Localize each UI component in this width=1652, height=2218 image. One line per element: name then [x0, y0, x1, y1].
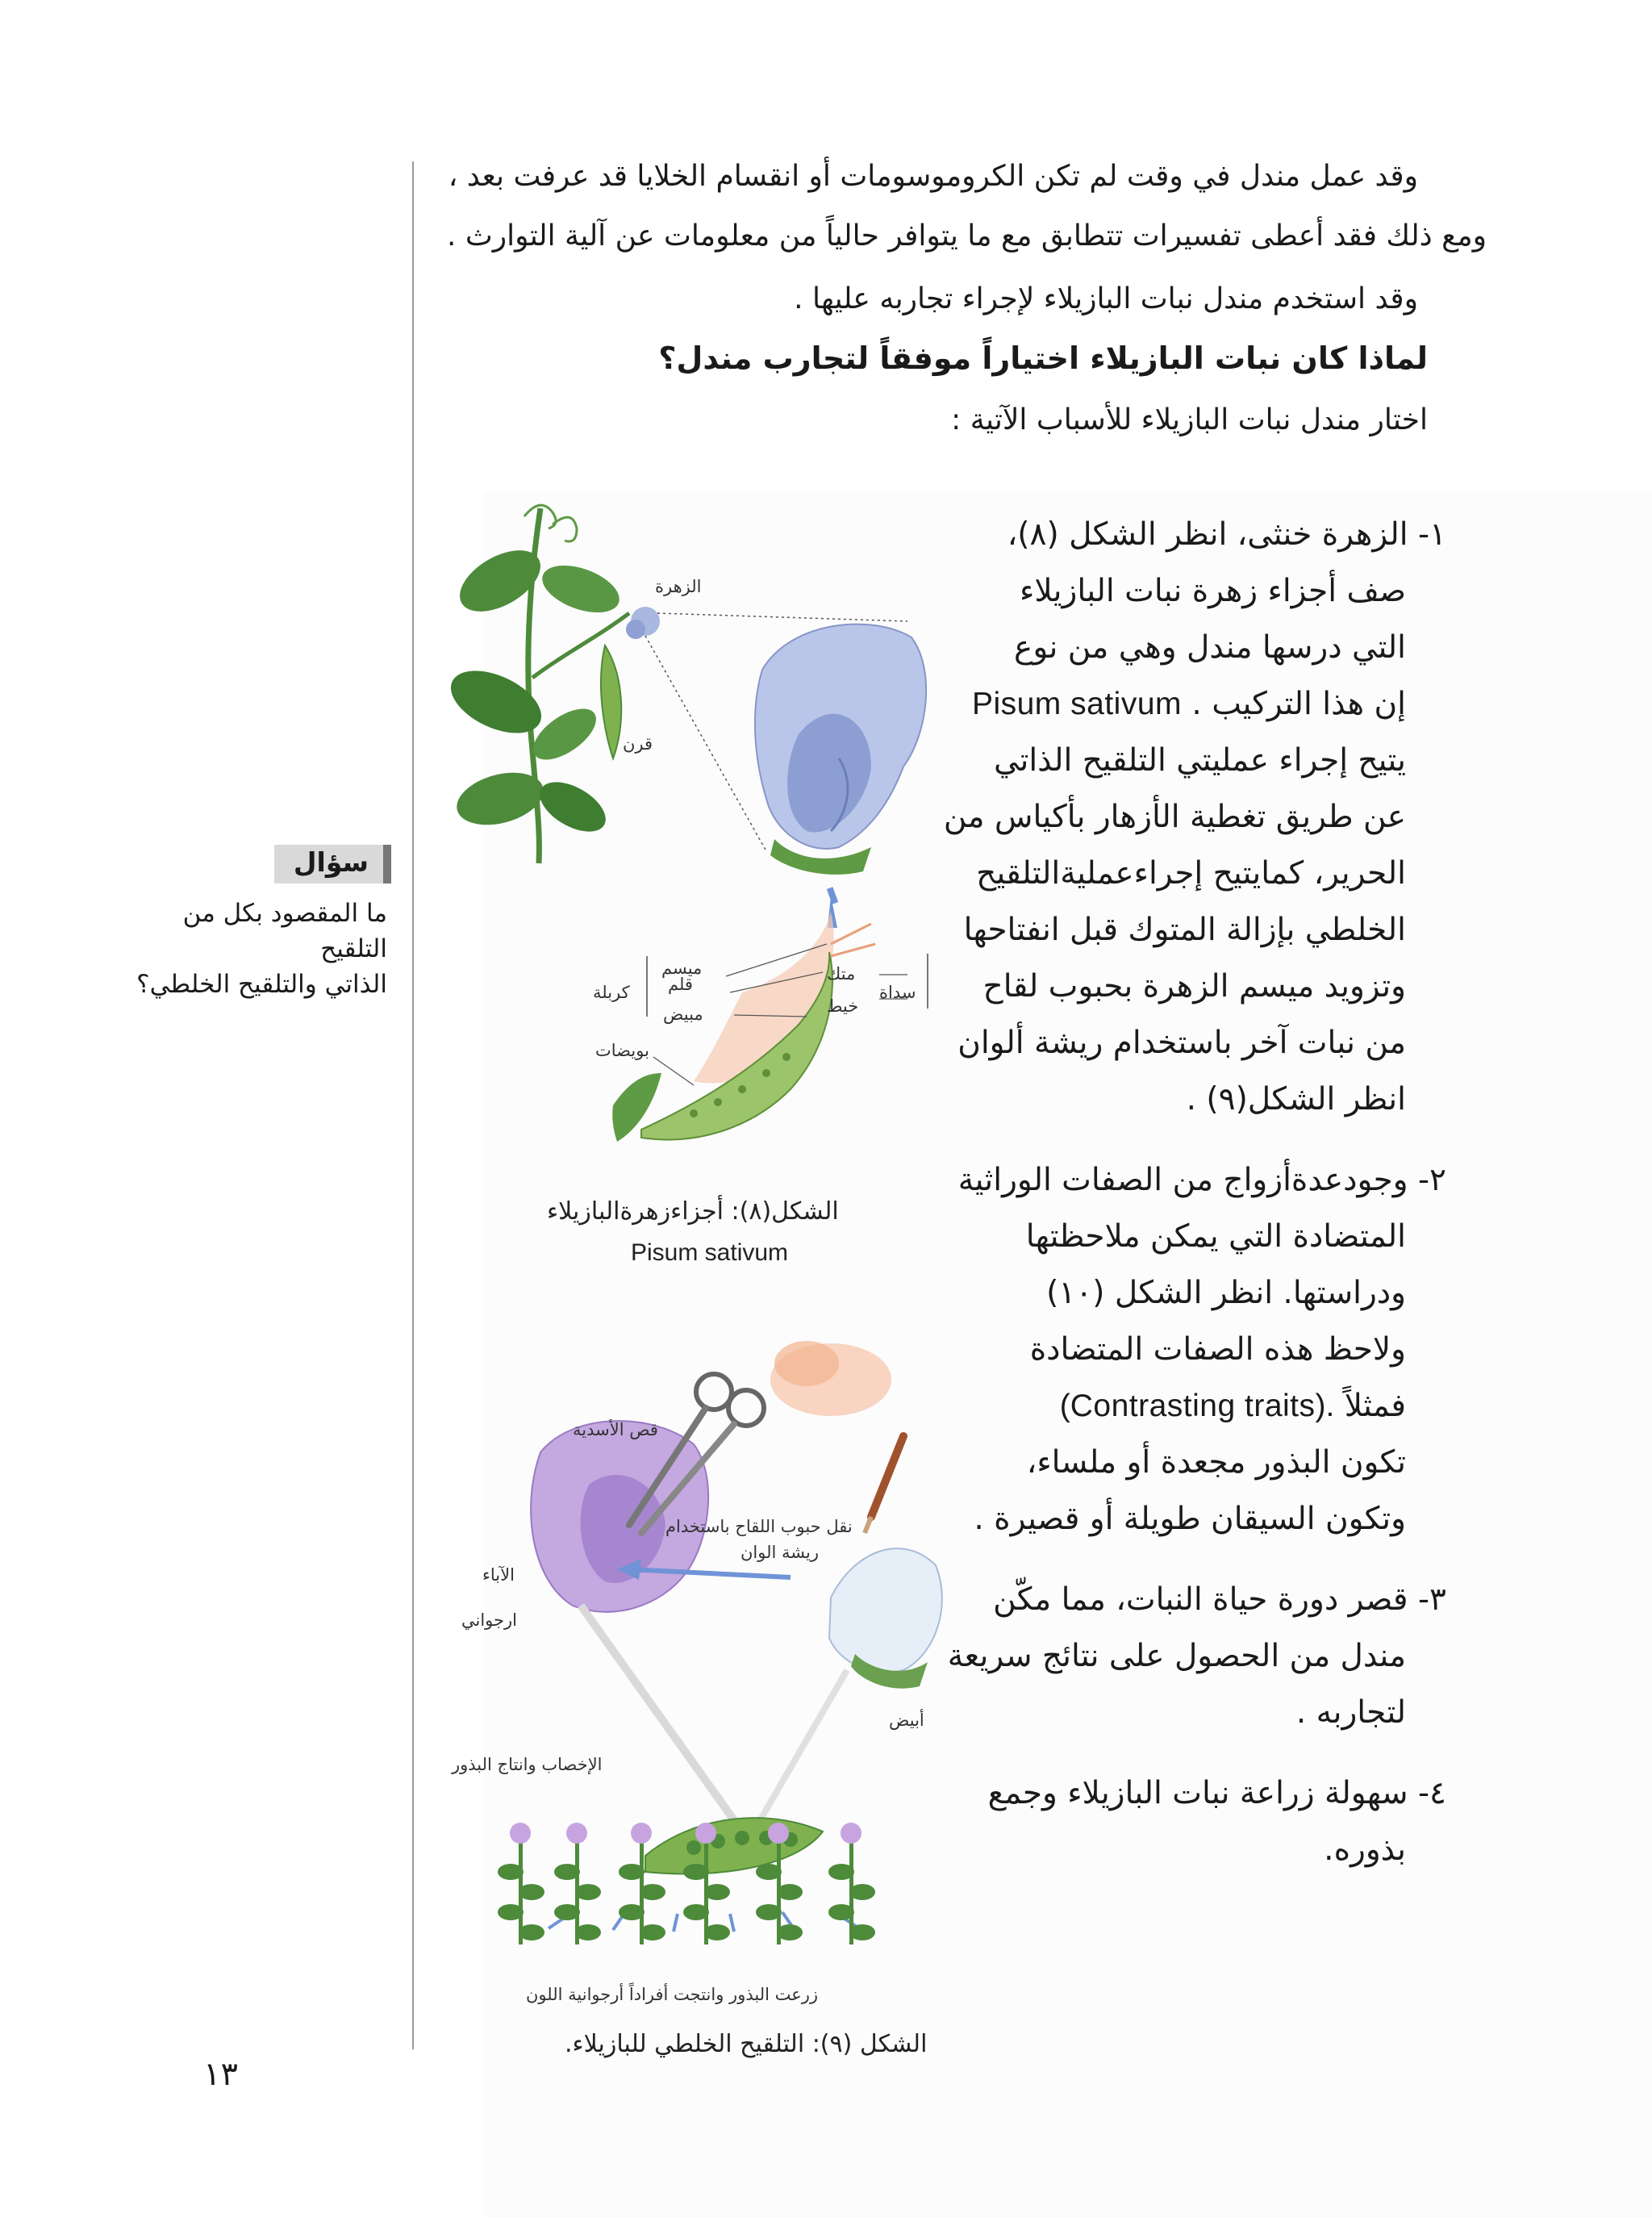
sidebar-question-line2: الذاتي والتلقيح الخلطي؟ [136, 970, 387, 999]
item2-line7: وتكون السيقان طويلة أو قصيرة . [974, 1501, 1406, 1537]
figure8-caption: الشكل(٨): أجزاءزهرةالبازيلاء [547, 1197, 839, 1226]
item2-line4: ولاحظ هذه الصفات المتضادة [1029, 1331, 1406, 1368]
item2-line3: ودراستها. انظر الشكل (١٠) [1046, 1275, 1406, 1311]
label-cut-stamens: قص الأسدية [573, 1420, 658, 1439]
label-parents: الآباء [482, 1565, 515, 1585]
question-heading: لماذا كان نبات البازيلاء اختياراً موفقاً لتجارب مندل؟ [658, 340, 1428, 376]
item2-line5 [1060, 1388, 1406, 1424]
question-box [274, 845, 391, 883]
label-offspring: زرعت البذور وانتجت أفراداً أرجوانية اللون [526, 1985, 819, 2004]
contrasting-traits-term: (Contrasting traits). [1059, 1389, 1335, 1423]
item1-line4-text: إن هذا التركيب [1212, 686, 1406, 722]
item1-line4-dot: . [1191, 686, 1202, 722]
intro-line-3: وقد استخدم مندل نبات البازيلاء لإجراء تجاربه عليها . [794, 282, 1418, 315]
label-transfer-brush: ريشة الوان [740, 1543, 819, 1562]
label-carpel: كربلة [593, 983, 630, 1002]
item1-line10: من نبات آخر باستخدام ريشة ألوان [957, 1025, 1406, 1061]
item3-line1: ٣- قصر دورة حياة النبات، مما مكّن [993, 1581, 1446, 1618]
item4-line1: ٤- سهولة زراعة نبات البازيلاء وجمع [987, 1775, 1446, 1811]
page-number: ١٣ [203, 2056, 238, 2093]
item1-line8: الخلطي بإزالة المتوك قبل انفتاحها [963, 912, 1406, 948]
item3-line2: مندل من الحصول على نتائج سريعة [947, 1638, 1406, 1674]
label-pod: قرن [623, 734, 653, 754]
figure8-illustration [452, 492, 952, 1178]
intro-line-2: ومع ذلك فقد أعطى تفسيرات تتطابق مع ما يتوافر حالياً من معلومات عن آلية التوارث . [447, 219, 1487, 253]
offspring-plants [496, 1815, 916, 1953]
item1-line4 [972, 686, 1406, 722]
item1-line1: ١- الزهرة خنثى، انظر الشكل (٨)، [1007, 516, 1446, 553]
label-fertilization: الإخصاب وانتاج البذور [452, 1755, 603, 1774]
label-purple: ارجواني [461, 1610, 517, 1630]
item1-line9: وتزويد ميسم الزهرة بحبوب لقاح [982, 968, 1406, 1005]
item1-line6: عن طريق تغطية الأزهار بأكياس من [943, 799, 1406, 835]
sidebar-question-text [121, 896, 387, 1002]
figure9-caption: الشكل (٩): التلقيح الخلطي للبازيلاء. [565, 2030, 928, 2058]
margin-rule [412, 161, 414, 2049]
item2-line1: ٢- وجودعدةأزواج من الصفات الوراثية [957, 1162, 1446, 1198]
label-ovules: بويضات [595, 1041, 649, 1060]
question-box-title: سؤال [293, 846, 369, 878]
intro-line-5: اختار مندل نبات البازيلاء للأسباب الآتية : [951, 403, 1428, 436]
item1-line2: صف أجزاء زهرة نبات البازيلاء [1020, 573, 1406, 609]
label-style: قلم [668, 975, 693, 994]
label-transfer-pollen: نقل حبوب اللقاح باستخدام [665, 1517, 853, 1536]
item1-line7: الحرير، كمايتيح إجراءعمليةالتلقيح [976, 855, 1406, 892]
label-stigma: ميسم [661, 959, 703, 978]
label-flower: الزهرة [655, 577, 702, 596]
species-name: Pisum sativum [971, 687, 1182, 721]
label-anther: متك [827, 964, 856, 984]
figure8-caption-species: Pisum sativum [631, 1239, 789, 1266]
label-white: أبيض [889, 1710, 924, 1730]
item2-line6: تكون البذور مجعدة أو ملساء، [1026, 1444, 1406, 1481]
item2-line5-ar: فمثلاً [1344, 1388, 1406, 1424]
item1-line5: يتيح إجراء عمليتي التلقيح الذاتي [993, 742, 1406, 779]
label-filament: خيط [827, 996, 859, 1016]
item3-line3: لتجاربه . [1295, 1694, 1406, 1731]
item2-line2: المتضادة التي يمكن ملاحظتها [1025, 1218, 1406, 1255]
item4-line2: بذوره. [1324, 1832, 1406, 1868]
label-ovary: مبيض [663, 1005, 703, 1024]
item1-line11: انظر الشكل(٩) . [1186, 1081, 1406, 1117]
sidebar-question-line1: ما المقصود بكل من التلقيح [182, 899, 387, 963]
intro-line-1: وقد عمل مندل في وقت لم تكن الكروموسومات أو انقسام الخلايا قد عرفت بعد ، [448, 160, 1418, 193]
label-stamen: سداة [879, 983, 916, 1002]
item1-line3: التي درسها مندل وهي من نوع [1014, 629, 1406, 666]
